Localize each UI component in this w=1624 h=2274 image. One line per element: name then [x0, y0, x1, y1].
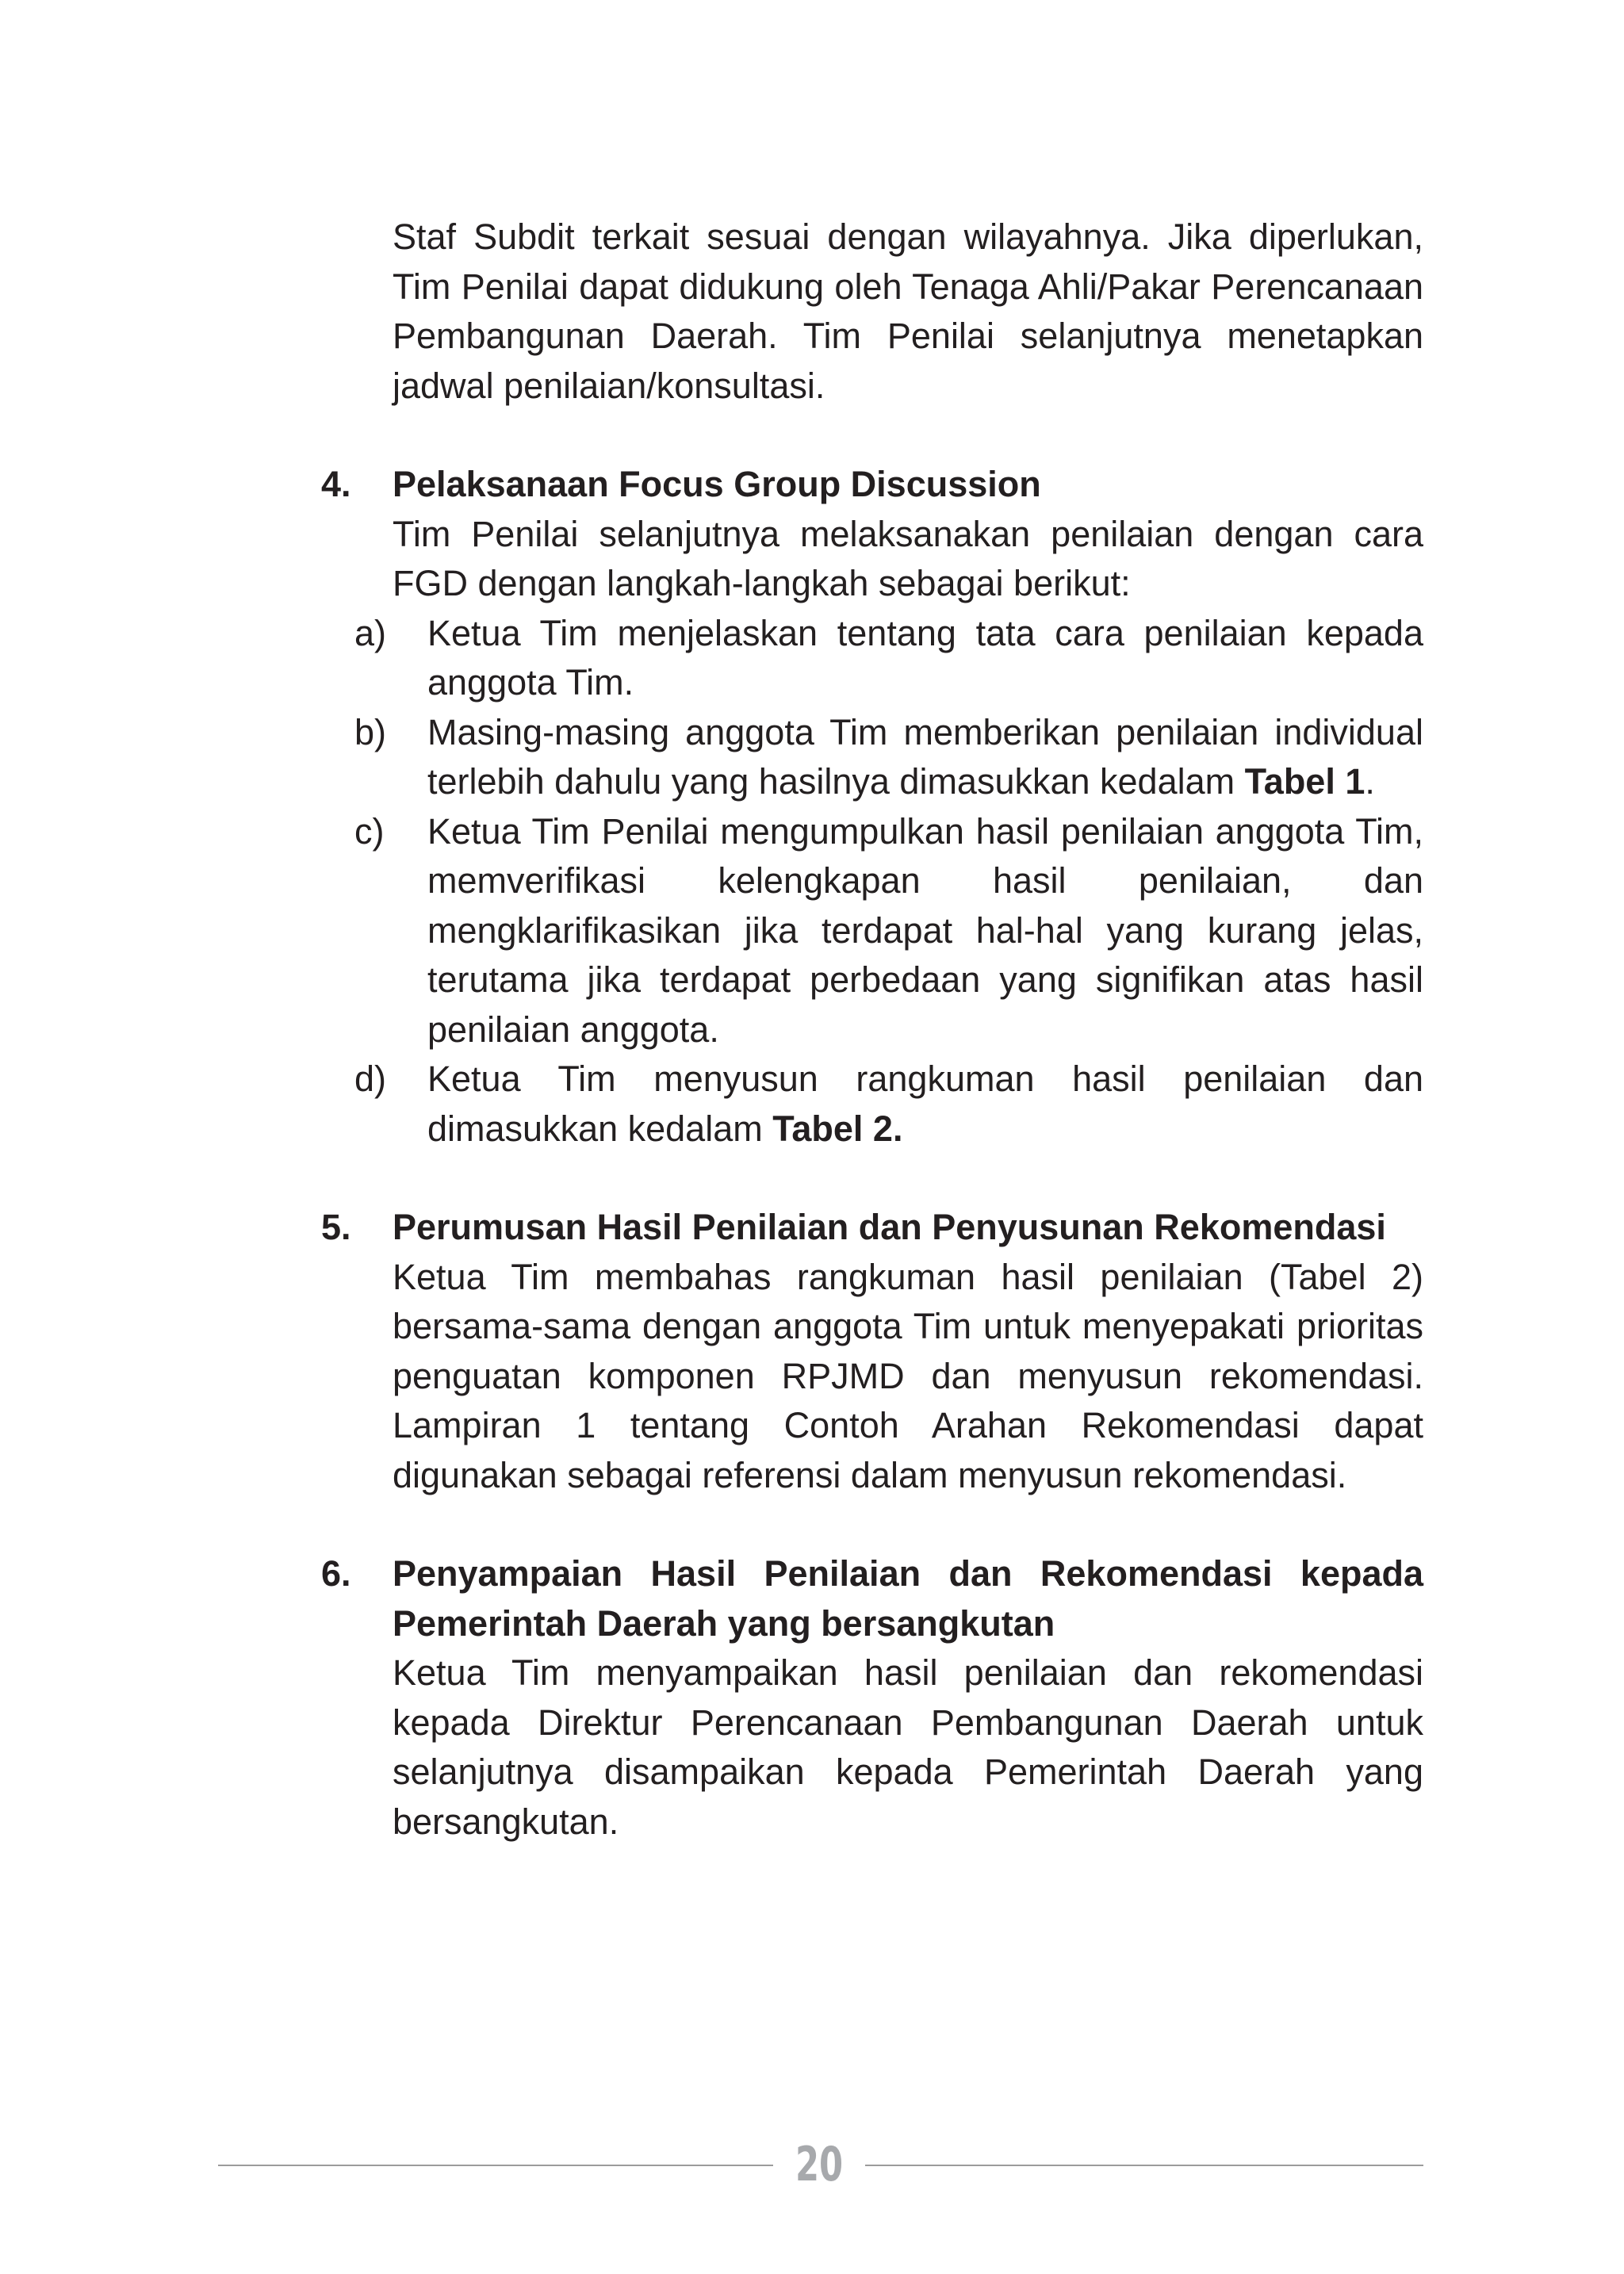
footer-rule-left — [218, 2165, 773, 2166]
list-item — [321, 1055, 1423, 1154]
step-list — [321, 609, 1423, 1154]
section-body: Ketua Tim membahas rangkuman hasil penilaian (Tabel 2) bersama-sama dengan anggota Tim untuk menyepakati prioritas penguatan komponen RPJMD dan menyusun rekomendasi. Lampiran 1 tentang Contoh Arahan Rekomendasi dapat digunakan sebagai referensi dalam menyusun rekomendasi. — [393, 1256, 1423, 1495]
list-item-text: Ketua Tim Penilai mengumpulkan hasil penilaian anggota Tim, memverifikasi kelengkapan hasil penilaian, dan mengklarifikasikan jika terdapat hal-hal yang kurang jelas, terutama jika terdapat perbedaan yang signifikan atas hasil penilaian anggota. — [427, 810, 1423, 1050]
section-4 — [321, 460, 1423, 1154]
section-number: 6. — [321, 1553, 351, 1594]
section-6 — [321, 1549, 1423, 1847]
section-title: Pelaksanaan Focus Group Discussion — [393, 464, 1041, 504]
list-marker: c) — [354, 810, 385, 852]
intro-paragraph: Staf Subdit terkait sesuai dengan wilayahnya. Jika diperlukan, Tim Penilai dapat didukung oleh Tenaga Ahli/Pakar Perencanaan Pembangunan Daerah. Tim Penilai selanjutnya menetapkan jadwal penilaian/konsultasi. — [393, 216, 1423, 406]
section-body: Ketua Tim menyampaikan hasil penilaian dan rekomendasi kepada Direktur Perencanaan Pembangunan Daerah untuk selanjutnya disampaikan kepada Pemerintah Daerah yang bersangkutan. — [393, 1652, 1423, 1842]
list-item-text: Masing-masing anggota Tim memberikan penilaian individual terlebih dahulu yang hasilnya dimasukkan kedalam — [427, 711, 1423, 802]
table-reference: Tabel 2. — [772, 1108, 903, 1149]
section-title: Perumusan Hasil Penilaian dan Penyusunan Rekomendasi — [393, 1207, 1386, 1247]
page-body — [321, 212, 1423, 1847]
section-body: Tim Penilai selanjutnya melaksanakan penilaian dengan cara FGD dengan langkah-langkah sebagai berikut: — [393, 513, 1423, 603]
page-number: 20 — [795, 2137, 844, 2192]
list-item — [321, 708, 1423, 807]
footer-rule-right — [865, 2165, 1423, 2166]
section-number: 4. — [321, 464, 351, 504]
list-marker: a) — [354, 612, 387, 653]
list-marker: b) — [354, 711, 387, 752]
section-number: 5. — [321, 1207, 351, 1247]
list-item-text: Ketua Tim menjelaskan tentang tata cara penilaian kepada anggota Tim. — [427, 612, 1423, 702]
list-item-text: Ketua Tim menyusun rangkuman hasil penilaian dan dimasukkan kedalam — [427, 1059, 1423, 1149]
page-footer — [218, 2133, 1423, 2196]
section-5 — [321, 1203, 1423, 1500]
list-item-punctuation: . — [1365, 761, 1375, 802]
list-marker: d) — [354, 1059, 387, 1099]
list-item — [321, 609, 1423, 708]
table-reference: Tabel 1 — [1244, 761, 1365, 802]
section-title: Penyampaian Hasil Penilaian dan Rekomendasi kepada Pemerintah Daerah yang bersangkutan — [393, 1553, 1423, 1644]
list-item — [321, 807, 1423, 1055]
